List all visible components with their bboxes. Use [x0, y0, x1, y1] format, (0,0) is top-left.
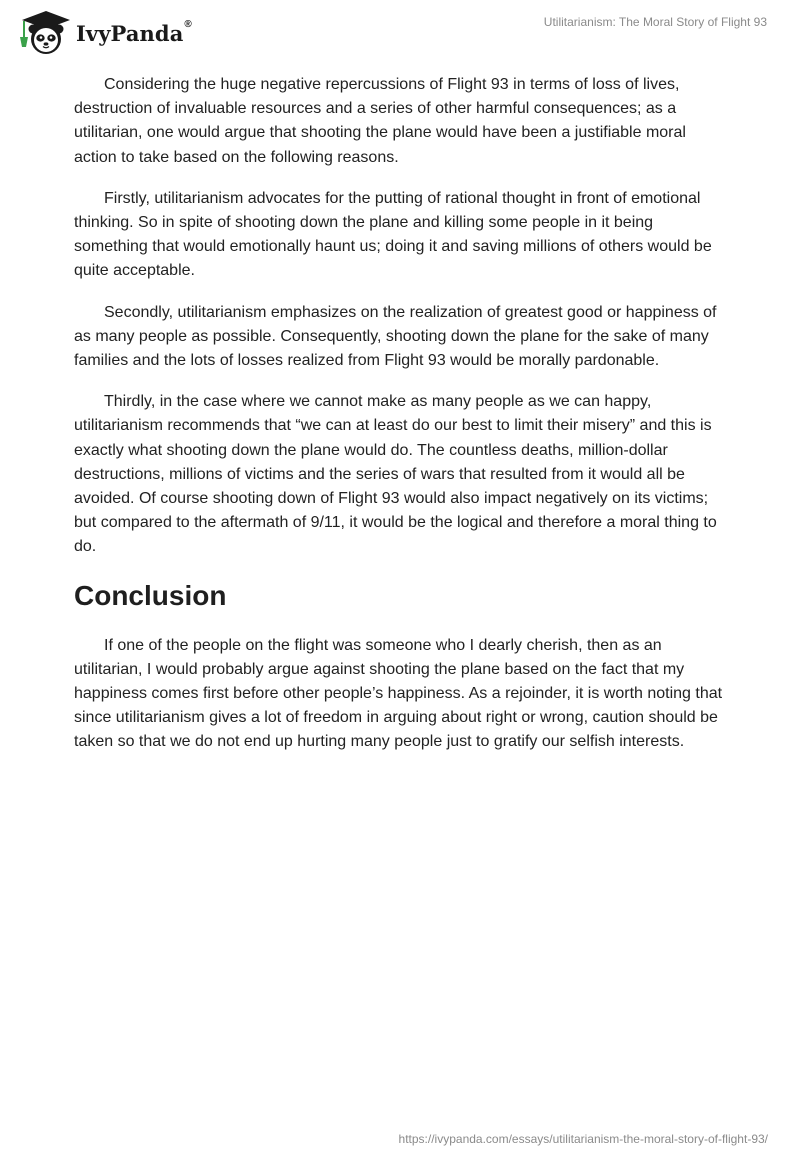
brand-name: IvyPanda®	[76, 18, 192, 46]
body-paragraph-3: Secondly, utilitarianism emphasizes on the realization of greatest good or happiness of as many people as possible. Consequently, shooting down the plane for the sake of many families and the lots of losses realized from Flight 93 would be morally pardonable.	[74, 303, 717, 370]
panda-graduate-icon	[16, 7, 72, 57]
body-paragraph-4: Thirdly, in the case where we cannot make as many people as we can happy, utilitarianism recommends that “we can at least do our best to limit their misery” and this is exactly what shooting down the plane would do. The countless deaths, million-dollar destructions, millions of victims and the series of wars that resulted from it would all be avoided. Of course shooting down of Flight 93 would also impact negatively on its victims; but compared to the aftermath of 9/11, it would be the logical and therefore a moral thing to do.	[74, 393, 717, 556]
registered-mark: ®	[184, 18, 192, 30]
body-paragraph-1: Considering the huge negative repercussions of Flight 93 in terms of loss of lives, destruction of invaluable resources and a series of other harmful consequences; as a utilitarian, one would argue that shooting the plane would have been a justifiable moral action to take based on the following reasons.	[74, 76, 686, 166]
body-paragraph-2: Firstly, utilitarianism advocates for the putting of rational thought in front of emotional thinking. So in spite of shooting down the plane and killing some people in it being something that would emotionally haunt us; doing it and saving millions of others would be quite acceptable.	[74, 189, 712, 280]
page-header	[0, 0, 800, 60]
running-title: Utilitarianism: The Moral Story of Flight 93	[543, 15, 767, 29]
essay-body	[74, 73, 728, 772]
conclusion-heading: Conclusion	[74, 579, 227, 611]
brand-logo[interactable]	[16, 6, 192, 58]
source-url-link[interactable]: https://ivypanda.com/essays/utilitarianism-the-moral-story-of-flight-93/	[398, 1132, 768, 1146]
conclusion-paragraph: If one of the people on the flight was someone who I dearly cherish, then as an utilitarian, I would probably argue against shooting the plane based on the fact that my happiness comes first before other people’s happiness. As a rejoinder, it is worth noting that since utilitarianism gives a lot of freedom in arguing about right or wrong, caution should be taken so that we do not end up hurting many people just to gratify our selfish interests.	[74, 636, 723, 751]
